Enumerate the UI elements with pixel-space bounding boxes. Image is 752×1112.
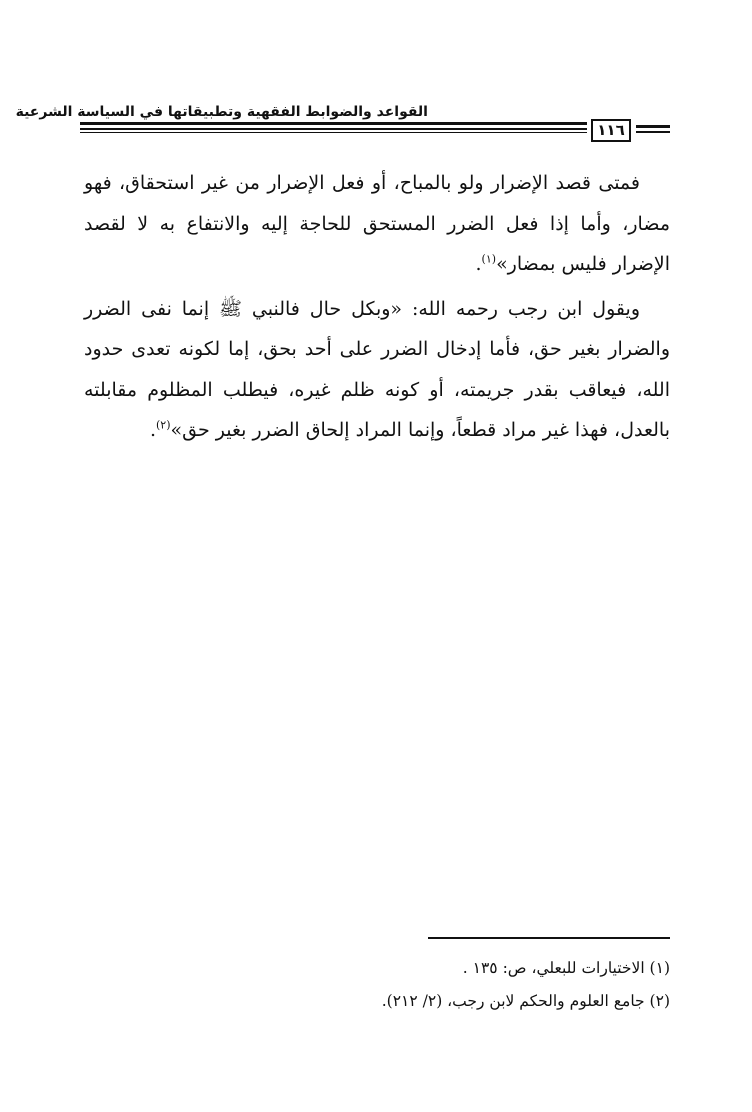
page-number: ١١٦ <box>591 119 631 142</box>
footnote-ref-1: (١) <box>481 252 497 266</box>
footnotes <box>300 952 670 1018</box>
header-end-dash-bottom <box>636 131 670 133</box>
main-text <box>84 163 670 451</box>
footnote-separator <box>428 937 670 939</box>
running-header-title: القواعد والضوابط الفقهية وتطبيقاتها في السياسة الشرعية <box>15 104 428 120</box>
footnote-2: (٢) جامع العلوم والحكم لابن رجب، (٢/ ٢١٢). <box>381 992 670 1010</box>
header-rule-thin-lower <box>80 132 587 133</box>
footnote-1: (١) الاختيارات للبعلي، ص: ١٣٥ . <box>462 959 670 977</box>
header-rule-thin <box>80 128 587 130</box>
header-rule-thick <box>80 122 587 125</box>
paragraph-1: فمتى قصد الإضرار ولو بالمباح، أو فعل الإضرار من غير استحقاق، فهو مضار، وأما إذا فعل الضرر المستحق للحاجة إليه والانتفاع به لا لقصد الإضرار فليس بمضار»$^{(١)}$. <box>84 172 670 275</box>
header-end-dash-top <box>636 125 670 128</box>
footnote-ref-2: (٢) <box>156 418 171 432</box>
paragraph-2: ويقول ابن رجب رحمه الله: «وبكل حال فالنبي ﷺ إنما نفى الضرر والضرار بغير حق، فأما إدخال الضرر على أحد بحق، إما لكونه تعدى حدود الله، فيعاقب بقدر جريمته، أو كونه ظلم غيره، فيطلب المظلوم مقابلته بالعدل، فهذا غير مراد قطعاً، وإنما المراد إلحاق الضرر بغير حق»$^{(٢)}$. <box>84 297 670 441</box>
